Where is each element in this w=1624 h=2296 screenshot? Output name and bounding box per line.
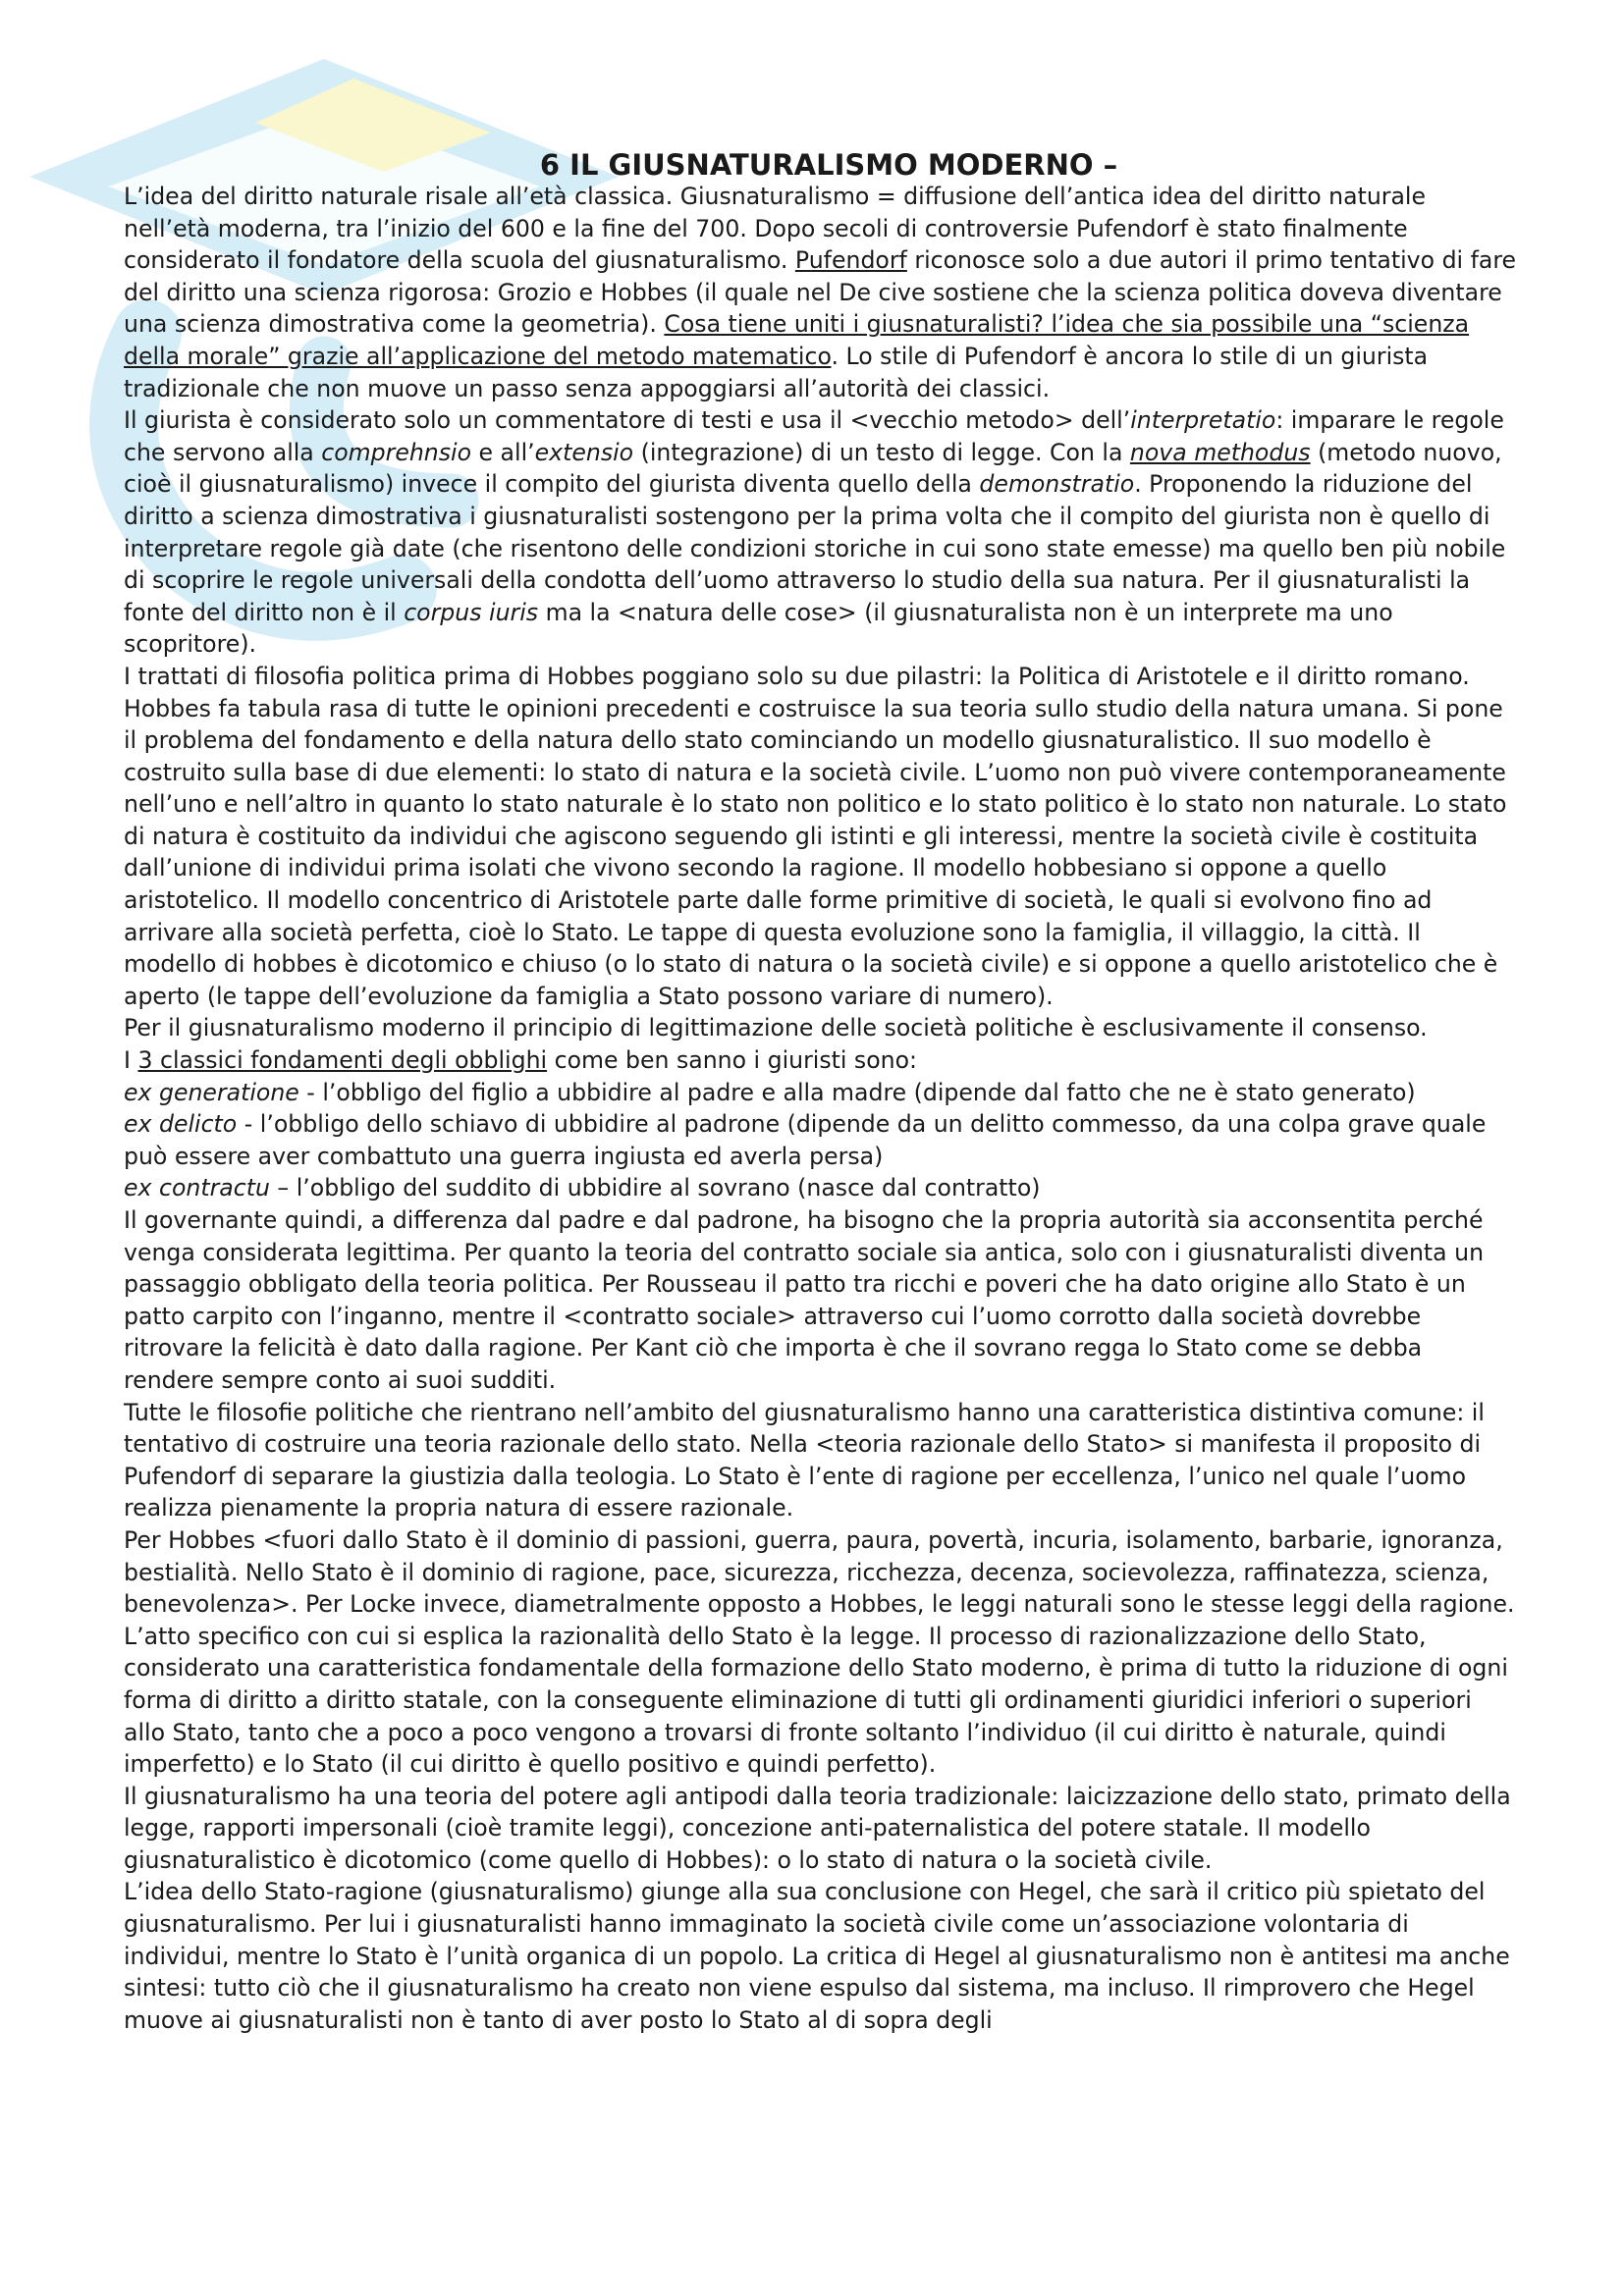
underlined-text: Pufendorf xyxy=(794,246,907,275)
text: L’idea del diritto naturale risale all’età classica. Giusnaturalismo = diffusione dell’antica idea del diritto naturale nell’età moderna, tra l’inizio del 600 e la fine del 700. Dopo secoli di controversie Pufendorf è stato finalmente considerato il fondatore della scuola del giusnaturalismo. xyxy=(124,183,1426,275)
list-item xyxy=(124,1172,1518,1204)
page-title: 6 IL GIUSNATURALISMO MODERNO – xyxy=(539,148,1118,182)
italic-text: interpretatio xyxy=(1130,406,1276,435)
list-item xyxy=(124,1077,1518,1109)
italic-text: ex delicto xyxy=(124,1110,238,1139)
italic-text: comprehnsio xyxy=(321,438,472,466)
italic-underlined-text: nova methodus xyxy=(1129,438,1311,466)
italic-text: corpus iuris xyxy=(404,598,539,626)
document-body xyxy=(124,147,1518,2036)
underlined-text: 3 classici fondamenti degli obblighi xyxy=(137,1046,548,1075)
text: (integrazione) di un testo di legge. Con la xyxy=(633,438,1130,466)
text: (metodo nuovo, cioè il giusnaturalismo) invece il compito del giurista diventa quello della xyxy=(124,438,1502,499)
list-item xyxy=(124,1108,1518,1172)
paragraph-legge: L’atto specifico con cui si esplica la razionalità dello Stato è la legge. Il processo di razionalizzazione dello Stato, considerato una caratteristica fondamentale della formazione dello Stato moderno, è prima di tutto la riduzione di ogni forma di diritto a diritto statale, con la conseguente eliminazione di tutti gli ordinamenti giuridici inferiori o superiori allo Stato, tanto che a poco a poco vengono a trovarsi di fronte soltanto l’individuo (il cui diritto è naturale, quindi imperfetto) e lo Stato (il cui diritto è quello positivo e quindi perfetto). xyxy=(124,1622,1508,1779)
text: : imparare le regole che servono alla xyxy=(124,406,1504,466)
paragraph-hobbes-model: I trattati di filosofia politica prima di Hobbes poggiano solo su due pilastri: la Politica di Aristotele e il diritto romano. Hobbes fa tabula rasa di tutte le opinioni precedenti e costruisce la sua teoria sullo studio della natura umana. Si pone il problema del fondamento e della natura dello stato cominciando un modello giusnaturalistico. Il suo modello è costruito sulla base di due elementi: lo stato di natura e la società civile. L’uomo non può vivere contemporaneamente nell’uno e nell’altro in quanto lo stato naturale è lo stato non politico e lo stato politico è lo stato non naturale. Lo stato di natura è costituito da individui che agiscono seguendo gli istinti e gli interessi, mentre la società civile è costituita dall’unione di individui prima isolati che vivono secondo la ragione. Il modello hobbesiano si oppone a quello aristotelico. Il modello concentrico di Aristotele parte dalle forme primitive di società, le quali si evolvono fino ad arrivare alla società perfetta, cioè lo Stato. Le tappe di questa evoluzione sono la famiglia, il villaggio, la città. Il modello di hobbes è dicotomico e chiuso (o lo stato di natura o la società civile) e si oppone a quello aristotelico che è aperto (le tappe dell’evoluzione da famiglia a Stato possono variare di numero). xyxy=(124,662,1507,1010)
underlined-text: Cosa tiene uniti i giusnaturalisti? l’idea che sia possibile una “scienza della morale” grazie all’applicazione del metodo matematico xyxy=(124,310,1470,370)
italic-text: extensio xyxy=(534,438,634,466)
italic-text: demonstratio xyxy=(979,470,1135,499)
italic-text: ex contractu xyxy=(124,1174,270,1202)
paragraph-intro xyxy=(124,181,1518,404)
text: Il giurista è considerato solo un commentatore di testi e usa il <vecchio metodo> dell’ xyxy=(124,406,1131,435)
text: - l’obbligo dello schiavo di ubbidire al padrone (dipende da un delitto commesso, da una colpa grave quale può essere aver combattuto una guerra ingiusta ed averla persa) xyxy=(124,1110,1487,1170)
paragraph-governante: Il governante quindi, a differenza dal padre e dal padrone, ha bisogno che la propria autorità sia acconsentita perché venga considerata legittima. Per quanto la teoria del contratto sociale sia antica, solo con i giusnaturalisti diventa un passaggio obbligato della teoria politica. Per Rousseau il patto tra ricchi e poveri che ha dato origine allo Stato è un patto carpito con l’inganno, mentre il <contratto sociale> attraverso cui l’uomo corrotto dalla società dovrebbe ritrovare la felicità è dato dalla ragione. Per Kant ciò che importa è che il sovrano regga lo Stato come se debba rendere sempre conto ai suoi sudditi. xyxy=(124,1206,1485,1394)
paragraph-obblighi xyxy=(124,1044,1518,1077)
text: come ben sanno i giuristi sono: xyxy=(547,1046,917,1075)
text: ma la <natura delle cose> (il giusnaturalista non è un interprete ma uno scopritore). xyxy=(124,598,1393,659)
paragraph-teoria-razionale: Tutte le filosofie politiche che rientrano nell’ambito del giusnaturalismo hanno una caratteristica distintiva comune: il tentativo di costruire una teoria razionale dello stato. Nella <teoria razionale dello Stato> si manifesta il proposito di Pufendorf di separare la giustizia dalla teologia. Lo Stato è l’ente di ragione per eccellenza, l’unico nel quale l’uomo realizza pienamente la propria natura di essere razionale. xyxy=(124,1398,1485,1522)
italic-text: ex generatione xyxy=(124,1078,299,1106)
text: . Proponendo la riduzione del diritto a scienza dimostrativa i giusnaturalisti sostengono per la prima volta che il compito del giurista non è quello di interpretare regole già date (che risentono delle condizioni storiche in cui sono state emesse) ma quello ben più nobile di scoprire le regole universali della condotta dell’uomo attraverso lo studio della sua natura. Per il giusnaturalisti la fonte del diritto non è il xyxy=(124,470,1506,626)
text: – l’obbligo del suddito di ubbidire al sovrano (nasce dal contratto) xyxy=(269,1174,1041,1202)
text: riconosce solo a due autori il primo tentativo di fare del diritto una scienza rigorosa: Grozio e Hobbes (il quale nel De cive sostiene che la scienza politica doveva diventare una scienza dimostrativa come la geometria). xyxy=(124,246,1517,339)
text: I xyxy=(124,1046,138,1075)
paragraph-hegel: L’idea dello Stato-ragione (giusnaturalismo) giunge alla sua conclusione con Hegel, che sarà il critico più spietato del giusnaturalismo. Per lui i giusnaturalisti hanno immaginato la società civile come un’associazione volontaria di individui, mentre lo Stato è l’unità organica di un popolo. La critica di Hegel al giusnaturalismo non è antitesi ma anche sintesi: tutto ciò che il giusnaturalismo ha creato non viene espulso dal sistema, ma incluso. Il rimprovero che Hegel muove ai giusnaturalisti non è tanto di aver posto lo Stato al di sopra degli xyxy=(124,1878,1510,2034)
text: e all’ xyxy=(471,438,535,466)
paragraph-potere: Il giusnaturalismo ha una teoria del potere agli antipodi dalla teoria tradizionale: laicizzazione dello stato, primato della legge, rapporti impersonali (cioè tramite leggi), concezione anti-paternalistica del potere statale. Il modello giusnaturalistico è dicotomico (come quello di Hobbes): o lo stato di natura o la società civile. xyxy=(124,1782,1511,1874)
paragraph-giurista xyxy=(124,404,1518,661)
text: - l’obbligo del figlio a ubbidire al padre e alla madre (dipende dal fatto che ne è stato generato) xyxy=(298,1078,1416,1106)
paragraph-hobbes-locke: Per Hobbes <fuori dallo Stato è il dominio di passioni, guerra, paura, povertà, incuria, isolamento, barbarie, ignoranza, bestialità. Nello Stato è il dominio di ragione, pace, sicurezza, ricchezza, decenza, socievolezza, raffinatezza, scienza, benevolenza>. Per Locke invece, diametralmente opposto a Hobbes, le leggi naturali sono le stesse leggi della ragione. xyxy=(124,1525,1515,1619)
paragraph-consenso: Per il giusnaturalismo moderno il principio di legittimazione delle società politiche è esclusivamente il consenso. xyxy=(124,1014,1428,1042)
text: . Lo stile di Pufendorf è ancora lo stile di un giurista tradizionale che non muove un passo senza appoggiarsi all’autorità dei classici. xyxy=(124,342,1429,402)
